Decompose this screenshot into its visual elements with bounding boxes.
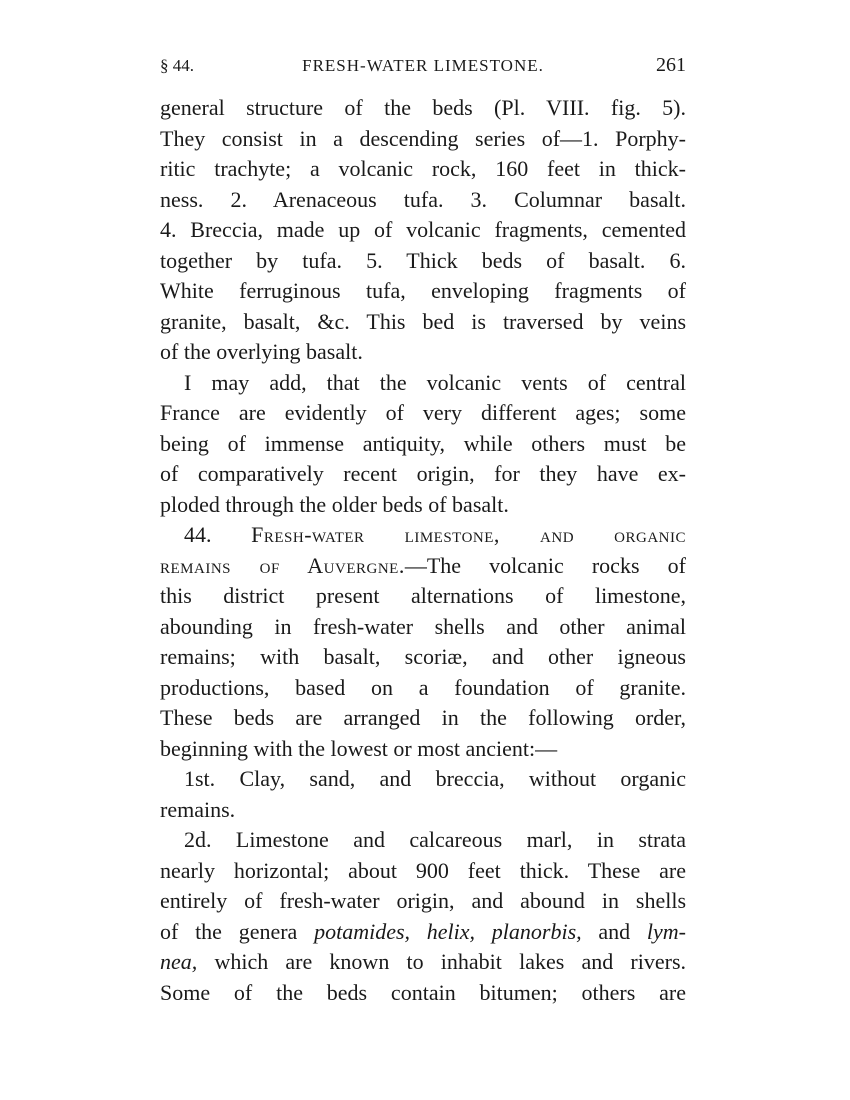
genus-name: helix, xyxy=(426,918,476,944)
text-line: These beds are arranged in the following order, xyxy=(160,705,686,730)
text-line: 1st. Clay, sand, and breccia, without organic xyxy=(184,766,686,791)
genus-name: potamides, xyxy=(314,918,411,944)
text-line: Some of the beds contain bitumen; others are xyxy=(160,979,686,1005)
text-line: this district present alternations of limestone, xyxy=(160,583,686,608)
text-line: nearly horizontal; about 900 feet thick. These are xyxy=(160,857,686,883)
text-fragment: —The volcanic rocks of xyxy=(404,552,686,578)
genera-line xyxy=(160,947,686,978)
text-line: granite, basalt, &c. This bed is traversed by veins xyxy=(160,308,686,334)
genus-name: planorbis, xyxy=(491,918,582,944)
section-heading-text: remains of Auvergne. xyxy=(160,552,405,578)
text-line: ness. 2. Arenaceous tufa. 3. Columnar basalt. xyxy=(160,186,686,212)
text-line: of the overlying basalt. xyxy=(160,339,363,364)
text-line: ploded through the older beds of basalt. xyxy=(160,491,509,517)
text-line: They consist in a descending series of—1. Porphy- xyxy=(160,125,686,151)
text-fragment: of the genera xyxy=(160,918,315,944)
section-heading-line xyxy=(160,551,686,582)
section-heading-line xyxy=(160,520,686,551)
running-title: FRESH-WATER LIMESTONE. xyxy=(302,56,544,75)
text-line: being of immense antiquity, while others must be xyxy=(160,430,686,456)
text-line: remains. xyxy=(160,796,236,822)
genus-name: nea, xyxy=(160,949,198,974)
text-line: remains; with basalt, scoriæ, and other igneous xyxy=(160,644,686,669)
text-line: ritic trachyte; a volcanic rock, 160 feet in thick- xyxy=(160,156,686,181)
section-number: § 44. xyxy=(160,56,194,75)
text-line: I may add, that the volcanic vents of central xyxy=(184,369,686,395)
text-line: France are evidently of very different ages; some xyxy=(160,400,686,425)
text-line: 4. Breccia, made up of volcanic fragments, cemented xyxy=(160,217,686,242)
text-line: entirely of fresh-water origin, and abound in shells xyxy=(160,888,686,913)
text-fragment: and xyxy=(581,918,647,944)
text-line: general structure of the beds (Pl. VIII. fig. 5). xyxy=(160,95,686,120)
genera-line xyxy=(160,917,686,948)
text-line: White ferruginous tufa, enveloping fragments of xyxy=(160,278,686,303)
text-line: together by tufa. 5. Thick beds of basalt. 6. xyxy=(160,247,686,273)
text-line: 2d. Limestone and calcareous marl, in strata xyxy=(184,827,686,852)
section-heading-text: Fresh-water limestone, and organic xyxy=(251,522,687,547)
text-line: beginning with the lowest or most ancient:— xyxy=(160,735,558,761)
genus-name: lym- xyxy=(646,918,687,944)
text-line: abounding in fresh-water shells and other animal xyxy=(160,613,686,639)
running-head xyxy=(160,56,686,80)
body-text xyxy=(160,93,686,1008)
section-heading-number: 44. xyxy=(184,522,212,547)
text-line: of comparatively recent origin, for they have ex- xyxy=(160,461,686,486)
text-fragment: which are known to inhabit lakes and rivers. xyxy=(197,949,686,974)
text-line: productions, based on a foundation of granite. xyxy=(160,674,686,700)
page-number: 261 xyxy=(656,54,686,76)
